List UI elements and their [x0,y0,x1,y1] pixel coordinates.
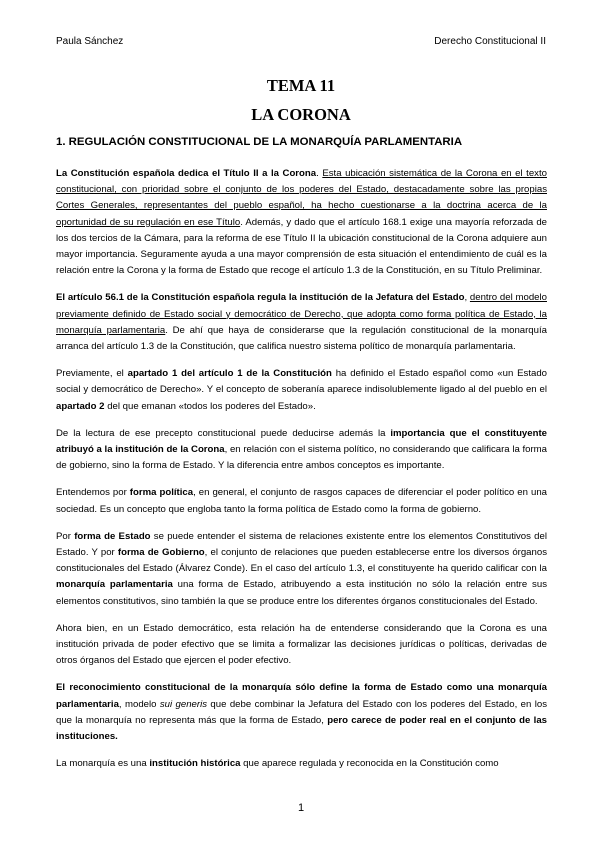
paragraph [56,290,547,355]
text-run: se puede entender el sistema de relaciones existente entre los elementos Constitutivos del Estado. Y por [56,530,547,559]
bold-text: forma de Estado [74,530,151,542]
document-body [56,166,547,773]
text-run: . [316,168,323,179]
paragraph [56,756,547,772]
page-number: 1 [297,802,305,814]
paragraph [56,366,547,415]
paragraph [56,529,547,610]
bold-text: importancia que el constituyente atribuyó a la institución de la Corona [56,427,547,456]
bold-text: El reconocimiento constitucional de la monarquía sólo define la forma de Estado como una monarquía parlamentaria [56,682,547,710]
document-title: TEMA 11 [266,76,336,95]
bold-text: monarquía parlamentaria [56,579,173,591]
paragraph [56,426,547,475]
bold-text: apartado 2 [56,400,105,412]
paragraph [56,485,547,517]
text-run: , en general, el conjunto de rasgos capaces de diferenciar el poder político en una sociedad. Es un concepto que engloba tanto la forma política de Estado como la forma de gobierno. [56,487,547,515]
text-run: , en relación con el sistema político, no considerando que calificara la forma de gobierno, sino la forma de Estado. Y la diferencia entre ambos conceptos es importante. [56,444,547,472]
running-header-course: Derecho Constitucional II [434,36,546,47]
bold-text: La Constitución española dedica el Título II a la Corona [56,168,317,179]
text-run: La monarquía es una [56,758,150,770]
document-subtitle: LA CORONA [251,105,351,124]
text-run: . De ahí que haya de considerarse que la regulación constitucional de la monarquía arranca del artículo 1.3 de la Constitución, que califica nuestro sistema político de monarquía parlamentaria. [56,324,547,353]
running-header-author: Paula Sánchez [56,36,124,47]
text-run: Entendemos por [56,487,130,499]
text-run: que debe combinar la Jefatura del Estado con los poderes del Estado, en los que la monarquía no representa más que la forma de Estado, [56,698,547,726]
underlined-text: Esta ubicación sistemática de la Corona en el texto constitucional, con prioridad sobre el conjunto de los poderes del Estado, destacadamente sobre las propias Cortes Generales, representantes del pueblo español, ha hecho cuestionarse a la doctrina acerca de la oportunidad de su regulación en ese Título [56,168,547,228]
bold-text: forma política [129,487,194,499]
paragraph [56,166,547,279]
text-run: del que emanan «todos los poderes del Estado». [104,400,316,412]
bold-text: forma de Gobierno [117,547,205,559]
bold-text: pero carece de poder real en el conjunto de las instituciones. [56,714,547,743]
italic-text: sui generis [159,698,208,710]
text-run: . Además, y dado que el artículo 168.1 exige una mayoría reforzada de los dos tercios de la Cámara, para la reforma de ese Título II la ubicación constitucional de la Corona adquiere aun mayor importancia. Seguramente ayuda a una mayor comprensión de esta situación el entendimiento de cuál es la relación entre la Corona y la forma de Estado que recoge el artículo 1.3 de la Constitución, en su Título Preliminar. [56,216,547,277]
bold-text: El artículo 56.1 de la Constitución española regula la institución de la Jefatura del Estado [56,292,465,304]
section-heading: 1. REGULACIÓN CONSTITUCIONAL DE LA MONARQUÍA PARLAMENTARIA [56,136,463,148]
bold-text: apartado 1 del artículo 1 de la Constitución [127,368,332,380]
underlined-text: dentro del modelo previamente definido de Estado social y democrático de Derecho, que adopta como forma política de Estado, la monarquía parlamentaria [56,292,547,336]
text-run: Ahora bien, en un Estado democrático, esta relación ha de entenderse considerando que la Corona es una institución privada de poder efectivo que se limita a formalizar las decisiones jurídicas o políticas, derivadas de otros órganos del Estado que ejercen el poder efectivo. [56,622,547,667]
text-run: que aparece regulada y reconocida en la Constitución como [240,758,499,770]
text-run: Por [56,530,75,542]
text-run: De la lectura de ese precepto constitucional puede deducirse además la [56,427,391,439]
paragraph [56,680,547,745]
text-run: ha definido el Estado español como «un Estado social y democrático de Derecho». Y el concepto de soberanía aparece indisolublemente ligado al del pueblo en el [56,368,547,396]
text-run: , [464,292,470,304]
text-run: Previamente, el [56,368,128,380]
text-run: , modelo [118,698,160,710]
bold-text: institución histórica [149,758,241,770]
text-run: una forma de Estado, atribuyendo a esta institución no sólo la relación entre sus elementos constitutivos, sino también la que se produce entre los diferentes órganos constitucionales del Estado. [56,579,547,607]
text-run: , el conjunto de relaciones que pueden establecerse entre los diversos órganos constitucionales del Estado (Álvarez Conde). En el caso del artículo 1.3, el constituyente ha querido calificar con la [56,547,547,575]
paragraph [56,621,547,670]
